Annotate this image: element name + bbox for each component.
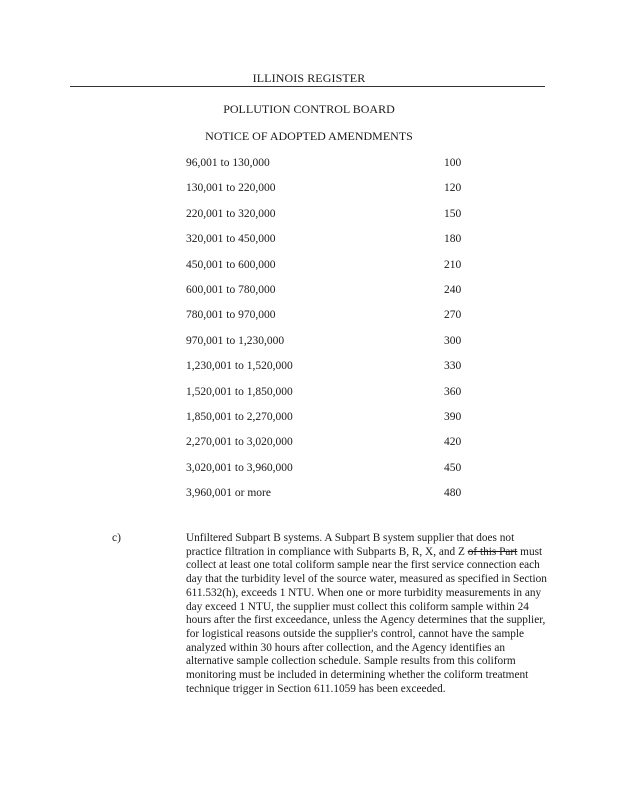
sample-count: 270: [444, 309, 462, 322]
population-range: 3,020,001 to 3,960,000: [186, 461, 293, 474]
table-row: [0, 335, 618, 351]
table-row: [0, 157, 618, 173]
paragraph-c-marker: c): [112, 532, 121, 544]
table-row: [0, 386, 618, 402]
struck-text: of this Part: [467, 545, 518, 558]
table-row: [0, 284, 618, 300]
sample-count: 120: [444, 182, 462, 195]
header-rule: [70, 86, 545, 87]
sample-count: 210: [444, 258, 462, 271]
board-title: POLLUTION CONTROL BOARD: [223, 102, 395, 116]
table-row: [0, 436, 618, 452]
population-range: 2,270,001 to 3,020,000: [186, 436, 293, 449]
table-row: [0, 182, 618, 198]
sample-count: 360: [444, 385, 462, 398]
paragraph-c-text: [186, 532, 548, 696]
table-row: [0, 487, 618, 503]
paragraph-c-text-before: Unfiltered Subpart B systems. A Subpart B system supplier that does not practice filtration in compliance with Subparts B, R, X, and Z: [186, 532, 515, 558]
sample-count: 480: [444, 487, 462, 500]
population-sample-table: [0, 157, 618, 517]
table-row: [0, 360, 618, 376]
table-row: [0, 462, 618, 478]
population-range: 220,001 to 320,000: [186, 207, 276, 220]
sample-count: 450: [444, 461, 462, 474]
table-row: [0, 411, 618, 427]
header-register-title: ILLINOIS REGISTER: [252, 71, 366, 85]
population-range: 3,960,001 or more: [186, 487, 271, 500]
population-range: 320,001 to 450,000: [186, 233, 276, 246]
sample-count: 300: [444, 334, 462, 347]
table-row: [0, 233, 618, 249]
population-range: 970,001 to 1,230,000: [186, 334, 285, 347]
sample-count: 240: [444, 284, 462, 296]
population-range: 130,001 to 220,000: [186, 182, 276, 195]
population-range: 450,001 to 600,000: [186, 258, 276, 271]
sample-count: 330: [444, 360, 462, 373]
population-range: 600,001 to 780,000: [186, 284, 276, 296]
population-range: 780,001 to 970,000: [186, 309, 276, 322]
sample-count: 180: [444, 233, 462, 246]
sample-count: 420: [444, 436, 462, 449]
table-row: [0, 208, 618, 224]
population-range: 96,001 to 130,000: [186, 157, 270, 169]
sample-count: 390: [444, 411, 462, 423]
population-range: 1,520,001 to 1,850,000: [186, 385, 293, 398]
population-range: 1,850,001 to 2,270,000: [186, 411, 293, 423]
population-range: 1,230,001 to 1,520,000: [186, 360, 293, 373]
paragraph-c-text-after: must collect at least one total coliform sample near the first service connection each day that the turbidity level of the source water, measured as specified in Section 611.532(h), exceeds 1 NTU. When one or more turbidity measurements in any day exceed 1 NTU, the supplier must collect this coliform sample within 24 hours after the first exceedance, unless the Agency determines that the supplier, for logistical reasons outside the supplier's control, cannot have the sample analyzed within 30 hours after collection, and the Agency identifies an alternative sample collection schedule. Sample results from this coliform monitoring must be included in determining whether the coliform treatment technique trigger in Section 611.1059 has been exceeded.: [186, 545, 547, 695]
sample-count: 100: [444, 157, 462, 169]
sample-count: 150: [444, 207, 462, 220]
table-row: [0, 309, 618, 325]
notice-title: NOTICE OF ADOPTED AMENDMENTS: [205, 129, 413, 143]
table-row: [0, 259, 618, 275]
